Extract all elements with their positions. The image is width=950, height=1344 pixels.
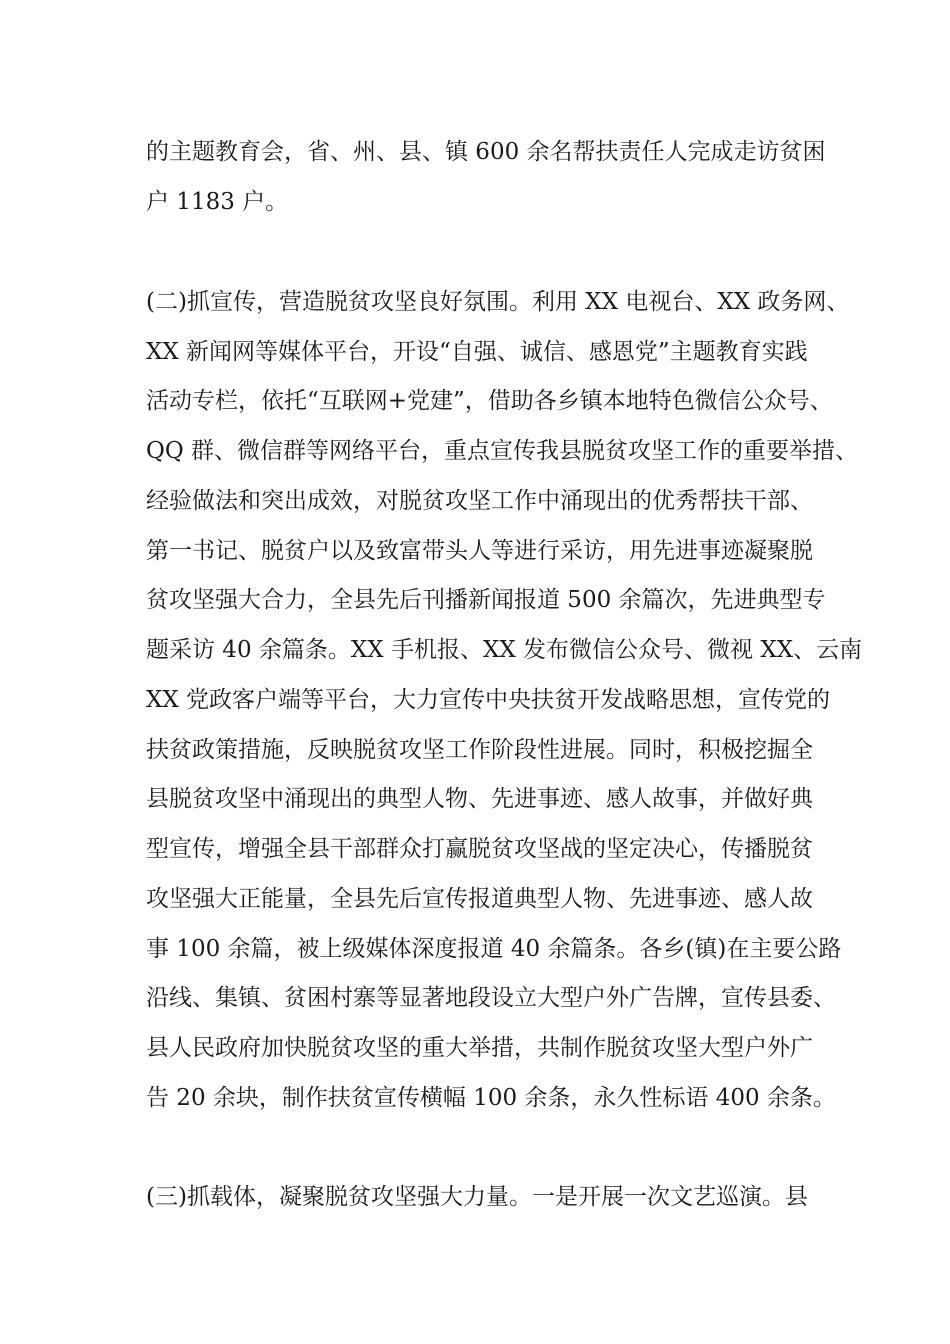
- text-line: 户 1183 户。: [146, 189, 289, 215]
- section-heading-line: (二)抓宣传，营造脱贫攻坚良好氛围。利用 XX 电视台、XX 政务网、: [146, 289, 850, 315]
- text-line: 第一书记、脱贫户以及致富带头人等进行采访，用先进事迹凝聚脱: [146, 538, 813, 564]
- text-line: 扶贫政策措施，反映脱贫攻坚工作阶段性进展。同时，积极挖掘全: [146, 737, 813, 763]
- text-line: 的主题教育会，省、州、县、镇 600 余名帮扶责任人完成走访贫困: [146, 139, 826, 165]
- text-line: 题采访 40 余篇条。XX 手机报、XX 发布微信公众号、微视 XX、云南: [146, 637, 863, 663]
- section-heading-line: (三)抓载体，凝聚脱贫攻坚强大力量。一是开展一次文艺巡演。县: [146, 1184, 808, 1210]
- text-line: 活动专栏，依托“互联网+党建”，借助各乡镇本地特色微信公众号、: [146, 388, 833, 414]
- text-line: QQ 群、微信群等网络平台，重点宣传我县脱贫攻坚工作的重要举措、: [146, 438, 859, 464]
- text-line: XX 党政客户端等平台，大力宣传中央扶贫开发战略思想，宣传党的: [146, 687, 831, 713]
- text-line: 经验做法和突出成效，对脱贫攻坚工作中涌现出的优秀帮扶干部、: [146, 488, 813, 514]
- text-line: 事 100 余篇，被上级媒体深度报道 40 余篇条。各乡(镇)在主要公路: [146, 936, 842, 962]
- text-line: 沿线、集镇、贫困村寨等显著地段设立大型户外广告牌，宣传县委、: [146, 985, 836, 1011]
- text-line: XX 新闻网等媒体平台，开设“自强、诚信、感恩党”主题教育实践: [146, 339, 808, 365]
- text-line: 型宣传，增强全县干部群众打赢脱贫攻坚战的坚定决心，传播脱贫: [146, 836, 813, 862]
- text-line: 告 20 余块，制作扶贫宣传横幅 100 余条，永久性标语 400 余条。: [146, 1085, 836, 1111]
- text-line: 县脱贫攻坚中涌现出的典型人物、先进事迹、感人故事，并做好典: [146, 786, 813, 812]
- text-line: 县人民政府加快脱贫攻坚的重大举措，共制作脱贫攻坚大型户外广: [146, 1035, 813, 1061]
- text-line: 攻坚强大正能量，全县先后宣传报道典型人物、先进事迹、感人故: [146, 886, 813, 912]
- text-line: 贫攻坚强大合力，全县先后刊播新闻报道 500 余篇次，先进典型专: [146, 587, 826, 613]
